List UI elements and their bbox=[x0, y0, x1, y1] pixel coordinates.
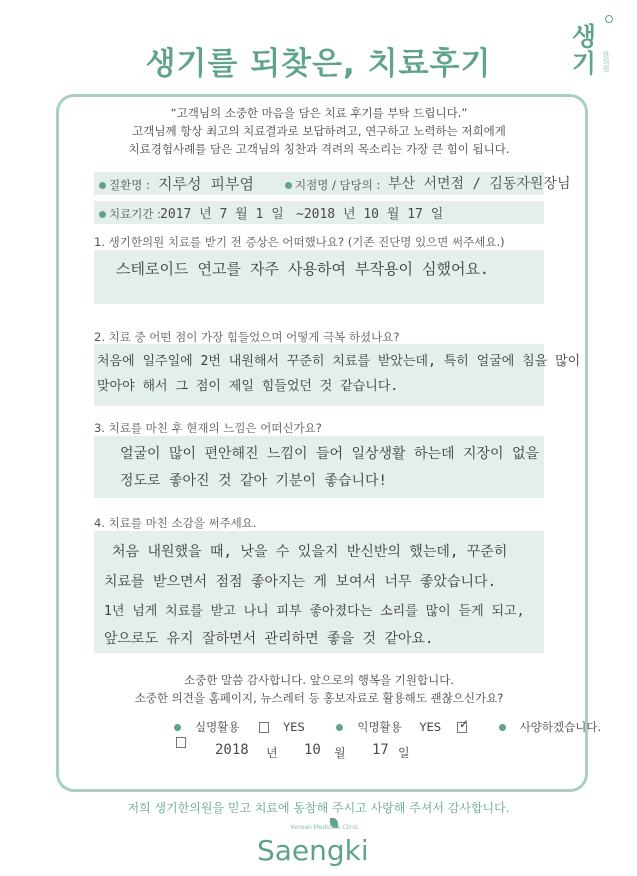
date-month-label: 월 bbox=[334, 746, 346, 760]
date-day: 17 bbox=[372, 742, 389, 758]
period-start: 2017 년 7 월 1 일 bbox=[160, 207, 284, 222]
period-end: ~2018 년 10 월 17 일 bbox=[296, 207, 444, 222]
bullet-icon bbox=[99, 211, 106, 218]
seal-main: 생기 bbox=[571, 22, 597, 78]
date-day-label: 일 bbox=[398, 746, 410, 760]
footer-thanks: 저희 생기한의원을 믿고 치료에 동참해 주시고 사랑해 주셔서 감사합니다. bbox=[127, 801, 510, 815]
bullet-icon bbox=[336, 724, 343, 731]
question-1: 1. 생기한의원 치료를 받기 전 증상은 어떠했나요? (기존 진단명 있으면 써주세요.) bbox=[94, 235, 505, 249]
closing-consent: 소중한 의견을 홈페이지, 뉴스레터 등 홍보자료로 활용해도 괜찮으신가요? bbox=[134, 691, 504, 705]
question-3: 3. 치료를 마친 후 현재의 느낌은 어떠신가요? bbox=[94, 421, 322, 435]
option-anonymous[interactable]: 익명활용 YES ✓ bbox=[336, 720, 481, 734]
seal-dot-icon bbox=[605, 15, 613, 23]
clinic-seal bbox=[565, 15, 615, 87]
branch-label: 지점명 / 담당의 : bbox=[285, 177, 380, 193]
checkbox-icon[interactable] bbox=[176, 737, 186, 748]
closing-thanks: 소중한 말씀 감사합니다. 앞으로의 행복을 기원합니다. bbox=[184, 673, 454, 687]
bullet-icon bbox=[174, 724, 181, 731]
answer-1-line: 스테로이드 연고를 자주 사용하여 부작용이 심했어요. bbox=[116, 260, 489, 278]
disease-label: 질환명 : bbox=[99, 177, 150, 193]
intro-line: 치료경험사례를 담은 고객님의 칭찬과 격려의 목소리는 가장 큰 힘이 됩니다. bbox=[128, 142, 510, 156]
answer-3-line: 얼굴이 많이 편안해진 느낌이 들어 일상생활 하는데 지장이 없을 bbox=[120, 446, 540, 462]
checkbox-icon[interactable] bbox=[259, 722, 269, 733]
bullet-icon bbox=[499, 724, 506, 731]
checkbox-checked-icon[interactable]: ✓ bbox=[459, 717, 470, 731]
logo-word: Saengki bbox=[257, 834, 369, 867]
date-month: 10 bbox=[304, 742, 321, 758]
question-4: 4. 치료를 마친 소감을 써주세요. bbox=[94, 516, 257, 530]
answer-4-line: 처음 내원했을 때, 낫을 수 있을지 반신반의 했는데, 꾸준히 bbox=[112, 544, 508, 560]
date-year-label: 년 bbox=[266, 746, 278, 760]
question-2: 2. 치료 중 어떤 점이 가장 힘들었으며 어떻게 극복 하셨나요? bbox=[94, 330, 400, 344]
branch-value: 부산 서면점 / 김동자원장님 bbox=[388, 176, 571, 192]
answer-3-line: 정도로 좋아진 것 같아 기분이 좋습니다! bbox=[120, 473, 387, 489]
intro-line: “고객님의 소중한 마음을 담은 치료 후기를 부탁 드립니다.” bbox=[170, 106, 468, 120]
answer-2-line: 맞아야 해서 그 점이 제일 힘들었던 것 같습니다. bbox=[97, 379, 399, 394]
page-title: 생기를 되찾은, 치료후기 bbox=[145, 46, 492, 82]
option-decline[interactable]: 사양하겠습니다. bbox=[174, 720, 615, 749]
answer-4-line: 앞으로도 유지 잘하면서 관리하면 좋을 것 같아요. bbox=[104, 631, 434, 647]
date-year: 2018 bbox=[215, 742, 249, 758]
answer-2-line: 처음에 일주일에 2번 내원해서 꾸준히 치료를 받았는데, 특히 얼굴에 침을 많이 bbox=[97, 354, 581, 369]
option-real-name[interactable]: 실명활용 YES bbox=[174, 720, 319, 734]
logo-sub: Korean Medicine Clinic bbox=[291, 824, 359, 831]
period-label: 치료기간 : bbox=[99, 206, 161, 222]
intro-line: 고객님께 항상 최고의 치료결과로 보답하려고, 연구하고 노력하는 저희에게 bbox=[132, 124, 506, 138]
disease-value: 지루성 피부염 bbox=[158, 175, 254, 193]
bullet-icon bbox=[99, 182, 106, 189]
intro-text bbox=[58, 104, 580, 158]
bullet-icon bbox=[285, 182, 292, 189]
seal-sub: 한의원 bbox=[602, 51, 610, 72]
answer-4-line: 1년 넘게 치료를 받고 나니 피부 좋아졌다는 소리를 많이 듣게 되고, bbox=[104, 604, 525, 619]
answer-4-line: 치료를 받으면서 점점 좋아지는 게 보여서 너무 좋았습니다. bbox=[104, 574, 497, 590]
